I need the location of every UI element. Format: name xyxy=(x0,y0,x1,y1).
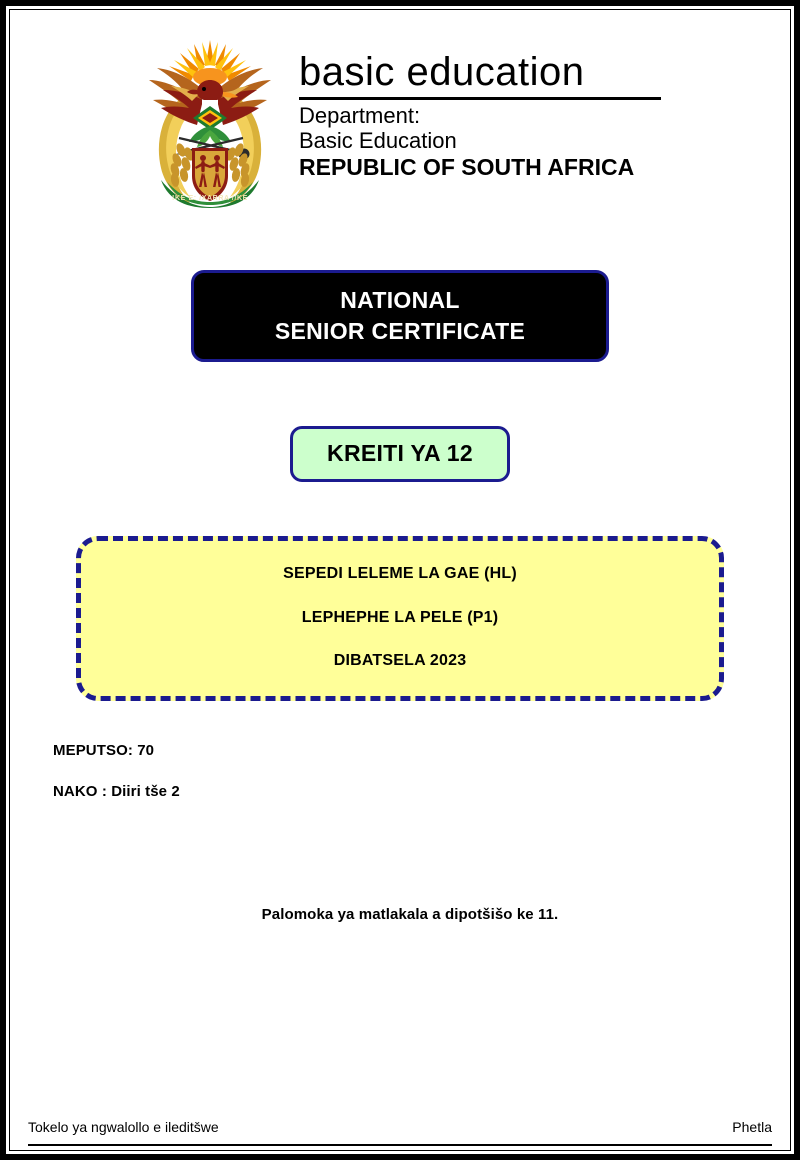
subject-details-box xyxy=(76,536,724,701)
national-senior-certificate-banner xyxy=(191,270,609,362)
page-content xyxy=(10,10,790,1150)
page-footer xyxy=(10,1119,790,1150)
logo-country-name: REPUBLIC OF SOUTH AFRICA xyxy=(299,153,635,180)
footer-divider xyxy=(28,1144,772,1146)
subject-exam-session: DIBATSELA 2023 xyxy=(333,652,467,670)
footer-copyright: Tokelo ya ngwalollo e ileditšwe xyxy=(28,1119,219,1135)
exam-time: NAKO : Diiri tše 2 xyxy=(53,782,180,800)
logo-underline xyxy=(299,97,661,100)
document-header xyxy=(38,10,762,208)
grade-badge: KREITI YA 12 xyxy=(290,426,510,482)
subject-box-wrapper xyxy=(38,536,762,701)
logo-basic-education: basic education xyxy=(299,50,585,94)
department-logotype xyxy=(299,30,661,180)
footer-row xyxy=(28,1119,772,1144)
footer-turn-over: Phetla xyxy=(732,1119,772,1135)
svg-text:!KE E: /XARRA //KE: !KE E: /XARRA //KE xyxy=(172,195,248,202)
logo-department-label: Department: xyxy=(299,103,421,128)
certificate-line-senior-certificate: SENIOR CERTIFICATE xyxy=(274,317,526,344)
page-count-note: Palomoka ya matlakala a dipotšišo ke 11. xyxy=(261,905,559,923)
subject-name: SEPEDI LELEME LA GAE (HL) xyxy=(283,565,517,583)
grade-badge-wrapper xyxy=(38,426,762,482)
exam-details xyxy=(38,742,762,800)
logo-department-name: Basic Education xyxy=(299,127,457,153)
south-african-coat-of-arms-emblem xyxy=(139,30,281,208)
exam-marks: MEPUTSO: 70 xyxy=(53,741,155,759)
certificate-line-national: NATIONAL xyxy=(340,287,460,313)
page-border-inner xyxy=(9,9,791,1151)
certificate-banner-wrapper xyxy=(38,270,762,362)
subject-paper: LEPHEPHE LA PELE (P1) xyxy=(301,608,499,626)
